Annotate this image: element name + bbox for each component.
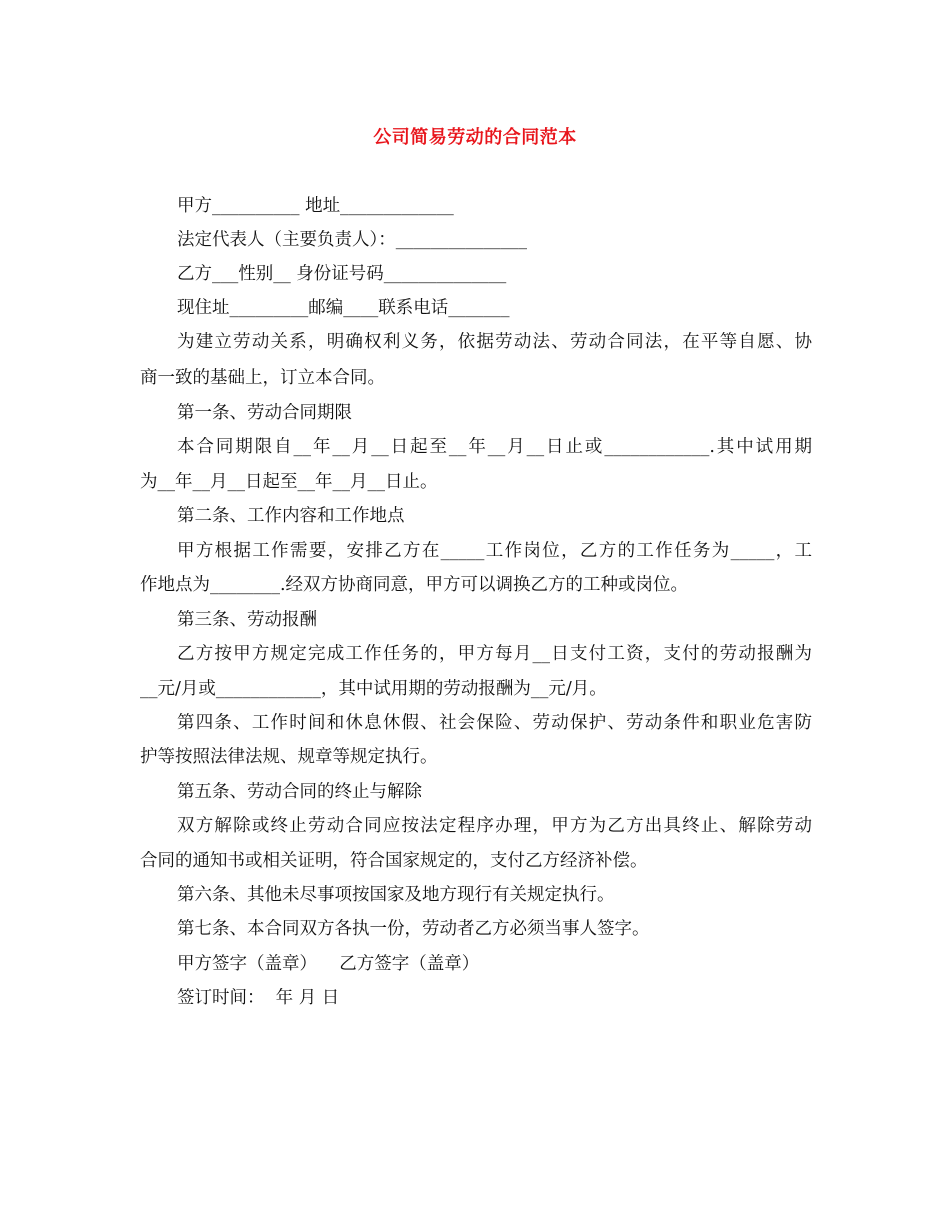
article-1-line-2: 为__年__月__日起至__年__月__日止。 <box>140 472 438 492</box>
article-7-line: 第七条、本合同双方各执一份，劳动者乙方必须当事人签字。 <box>177 919 650 939</box>
article-5-line-2: 合同的通知书或相关证明，符合国家规定的，支付乙方经济补偿。 <box>140 851 648 871</box>
address-line: 现住址_________邮编____联系电话_______ <box>177 298 510 318</box>
signing-date-line: 签订时间： 年 月 日 <box>177 988 340 1008</box>
article-2-heading: 第二条、工作内容和工作地点 <box>177 506 405 526</box>
article-3-line-1: 乙方按甲方规定完成工作任务的，甲方每月__日支付工资，支付的劳动报酬为 <box>177 644 812 664</box>
article-6-line: 第六条、其他未尽事项按国家及地方现行有关规定执行。 <box>177 885 615 905</box>
article-5-line-1: 双方解除或终止劳动合同应按法定程序办理，甲方为乙方出具终止、解除劳动 <box>177 816 812 836</box>
article-5-heading: 第五条、劳动合同的终止与解除 <box>177 782 422 802</box>
article-1-heading: 第一条、劳动合同期限 <box>177 403 352 423</box>
party-a-line: 甲方__________ 地址_____________ <box>177 196 454 216</box>
article-3-line-2: __元/月或____________，其中试用期的劳动报酬为__元/月。 <box>140 679 607 699</box>
document-title: 公司简易劳动的合同范本 <box>373 127 577 148</box>
article-1-line-1: 本合同期限自__年__月__日起至__年__月__日止或____________.其中试用期 <box>177 437 812 457</box>
signature-line: 甲方签字（盖章） 乙方签字（盖章） <box>177 954 480 974</box>
preamble-line-2: 商一致的基础上，订立本合同。 <box>140 368 385 388</box>
legal-representative-line: 法定代表人（主要负责人）：_______________ <box>177 230 527 250</box>
article-2-line-1: 甲方根据工作需要，安排乙方在_____工作岗位，乙方的工作任务为_____，工 <box>177 541 812 561</box>
article-4-line-2: 护等按照法律法规、规章等规定执行。 <box>140 747 438 767</box>
preamble-line-1: 为建立劳动关系，明确权利义务，依据劳动法、劳动合同法，在平等自愿、协 <box>177 332 812 352</box>
article-4-line-1: 第四条、工作时间和休息休假、社会保险、劳动保护、劳动条件和职业危害防 <box>177 713 812 733</box>
article-2-line-2: 作地点为________.经双方协商同意，甲方可以调换乙方的工种或岗位。 <box>140 575 689 595</box>
article-3-heading: 第三条、劳动报酬 <box>177 610 317 630</box>
party-b-line: 乙方___性别__ 身份证号码______________ <box>177 264 507 284</box>
